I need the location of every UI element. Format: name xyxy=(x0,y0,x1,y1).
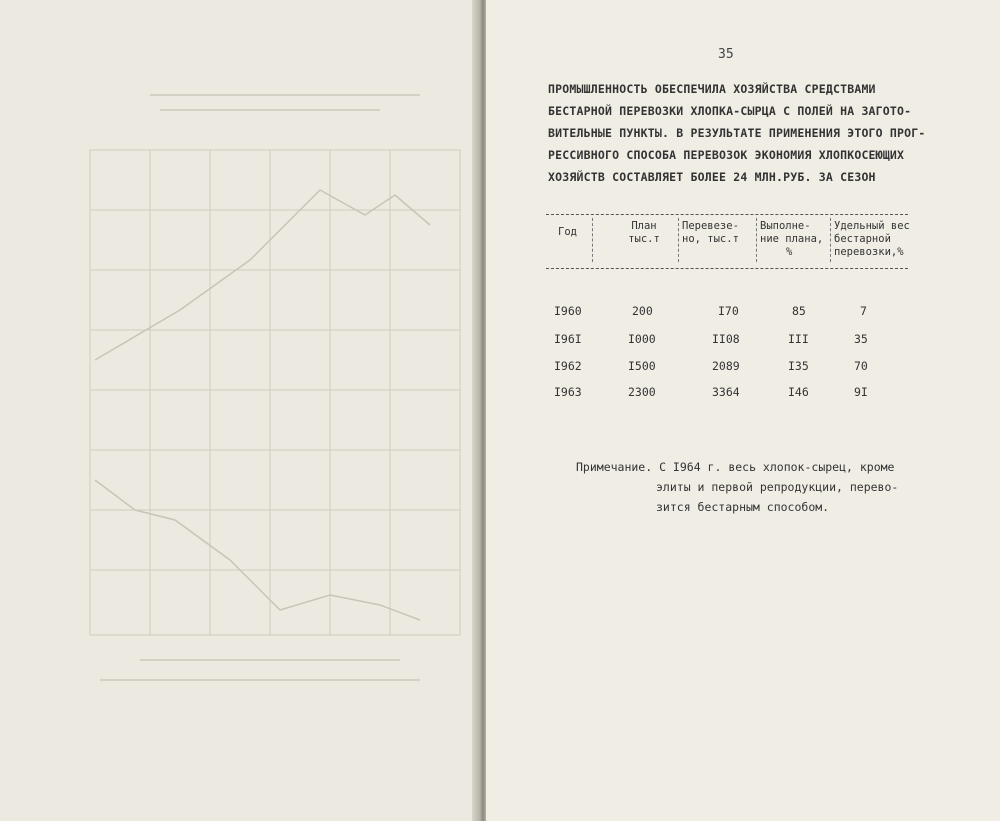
column-separator xyxy=(678,218,679,262)
page-number: 35 xyxy=(718,47,734,62)
table-row: I96I I000 II08 III 35 xyxy=(554,332,868,346)
header-share: Удельный вес бестарной перевозки,% xyxy=(834,220,910,258)
header-plan: План тыс.т xyxy=(628,220,660,245)
footnote-line: зится бестарным способом. xyxy=(656,500,830,514)
table-row: I960 200 I70 85 7 xyxy=(554,304,867,318)
table-row: I963 2300 3364 I46 9I xyxy=(554,385,868,399)
header-year: Год xyxy=(558,226,577,238)
header-plan-fulfillment: Выполне- ние плана, % xyxy=(760,220,824,258)
left-page xyxy=(0,0,478,821)
heading-line: ХОЗЯЙСТВ СОСТАВЛЯЕТ БОЛЕЕ 24 МЛН.РУБ. ЗА СЕЗОН xyxy=(548,170,876,184)
column-separator xyxy=(830,218,831,262)
footnote xyxy=(576,457,899,517)
heading-line: ПРОМЫШЛЕННОСТЬ ОБЕСПЕЧИЛА ХОЗЯЙСТВА СРЕДСТВАМИ xyxy=(548,82,876,96)
table-row: I962 I500 2089 I35 70 xyxy=(554,359,868,373)
heading-paragraph xyxy=(548,78,926,188)
header-transported: Перевезе- но, тыс.т xyxy=(682,220,739,245)
footnote-line: элиты и первой репродукции, перево- xyxy=(656,480,899,494)
column-separator xyxy=(592,218,593,262)
heading-line: РЕССИВНОГО СПОСОБА ПЕРЕВОЗОК ЭКОНОМИЯ ХЛОПКОСЕЮЩИХ xyxy=(548,148,905,162)
table-top-rule xyxy=(546,214,908,215)
heading-line: ВИТЕЛЬНЫЕ ПУНКТЫ. В РЕЗУЛЬТАТЕ ПРИМЕНЕНИЯ ЭТОГО ПРОГ- xyxy=(548,126,926,140)
heading-line: БЕСТАРНОЙ ПЕРЕВОЗКИ ХЛОПКА-СЫРЦА С ПОЛЕЙ НА ЗАГОТО- xyxy=(548,104,912,118)
bleed-through-chart xyxy=(0,0,478,821)
table-header-rule xyxy=(546,268,908,269)
footnote-line: Примечание. С I964 г. весь хлопок-сырец, кроме xyxy=(576,460,895,474)
column-separator xyxy=(756,218,757,262)
